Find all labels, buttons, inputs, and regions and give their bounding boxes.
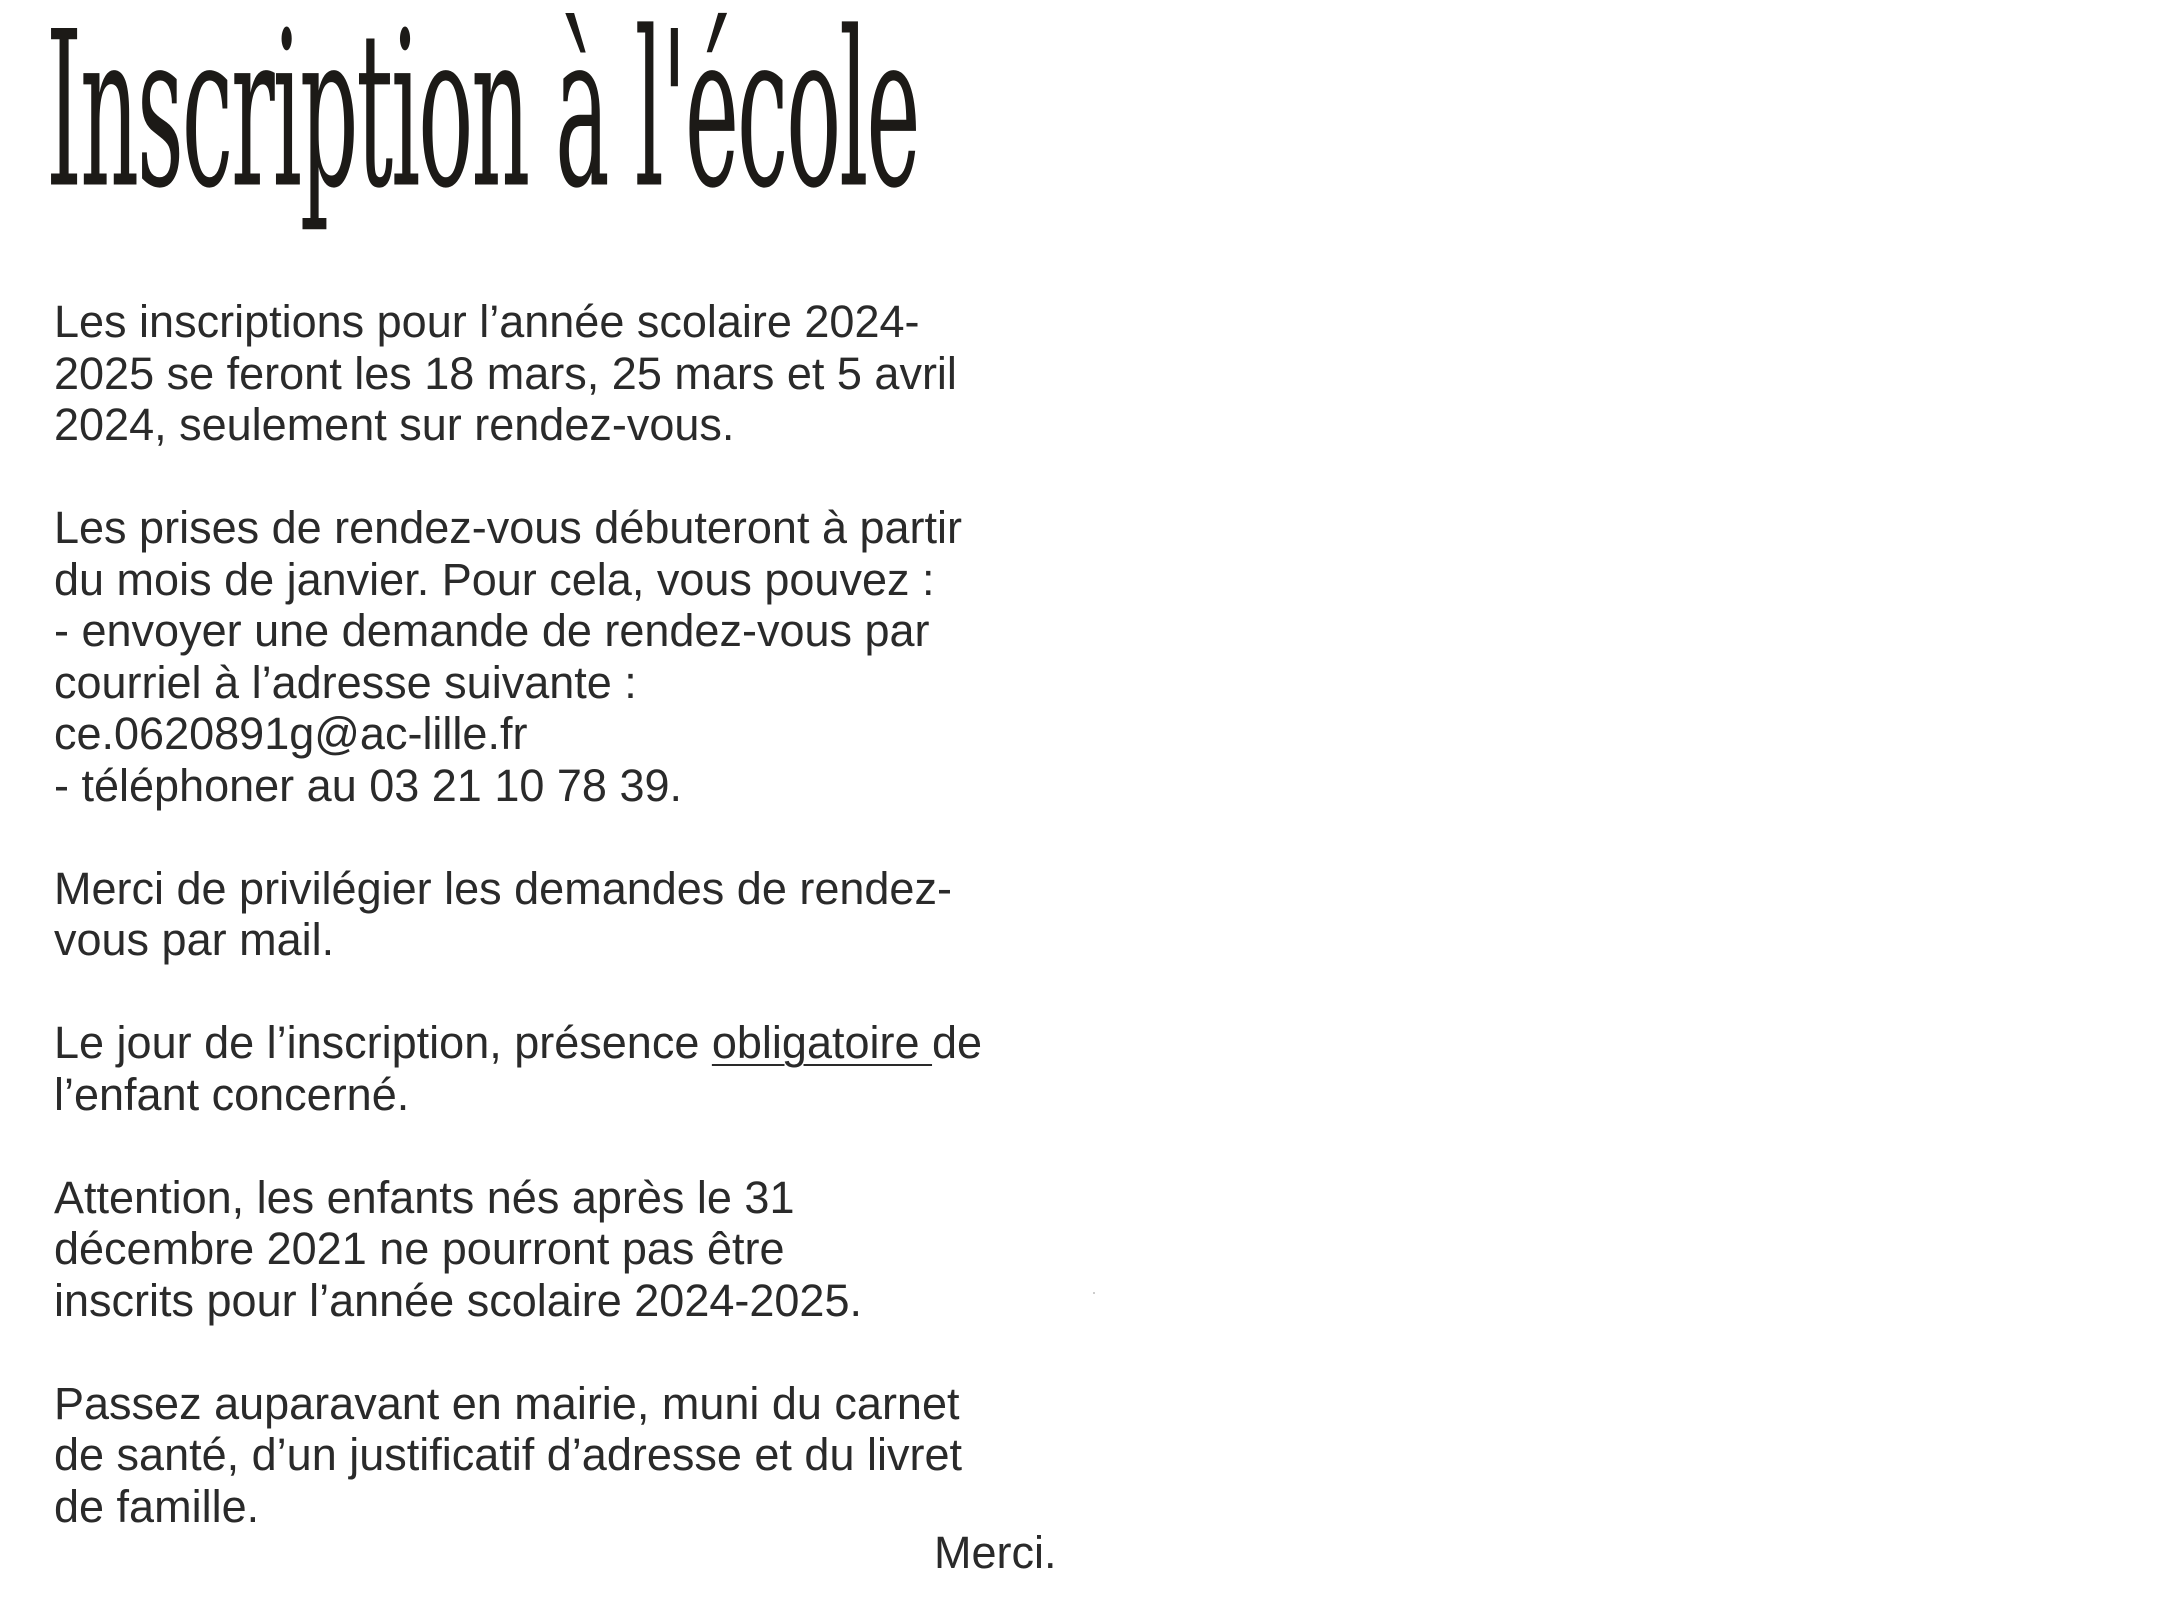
text-line xyxy=(54,1017,1074,1069)
text-line: 2024, seulement sur rendez-vous. xyxy=(54,399,735,450)
scan-speck xyxy=(1093,1292,1095,1294)
paragraph-dates xyxy=(54,296,1074,451)
text-line: vous par mail. xyxy=(54,914,335,965)
text-line: Les inscriptions pour l’année scolaire 2024- xyxy=(54,296,920,347)
text-line: Les prises de rendez-vous débuteront à partir xyxy=(54,502,963,553)
paragraph-prefer-mail xyxy=(54,863,1074,966)
text-line: Passez auparavant en mairie, muni du carnet xyxy=(54,1377,960,1429)
text-line: l’enfant concerné. xyxy=(54,1068,410,1120)
text-line: de santé, d’un justificatif d’adresse et du livret xyxy=(54,1429,962,1480)
text-line: décembre 2021 ne pourront pas être xyxy=(54,1223,785,1274)
text-line: - envoyer une demande de rendez-vous par xyxy=(54,605,930,656)
email-address: ce.0620891g@ac-lille.fr xyxy=(54,708,528,759)
text-segment: Le jour de l’inscription, présence xyxy=(54,1017,712,1068)
text-line: inscrits pour l’année scolaire 2024-2025. xyxy=(54,1274,862,1326)
phone-number-line: - téléphoner au 03 21 10 78 39. xyxy=(54,759,683,811)
text-line: courriel à l’adresse suivante : xyxy=(54,656,637,708)
paragraph-age-warning xyxy=(54,1172,1074,1327)
text-line: de famille. xyxy=(54,1480,260,1532)
paragraph-child-presence xyxy=(54,1017,1074,1120)
text-line: Attention, les enfants nés après le 31 xyxy=(54,1171,795,1223)
closing-thanks: Merci. xyxy=(934,1527,1057,1578)
document-body xyxy=(54,296,1074,1584)
underlined-word: obligatoire xyxy=(711,1017,933,1068)
text-line: du mois de janvier. Pour cela, vous pouvez : xyxy=(54,553,935,605)
text-line: Merci de privilégier les demandes de rendez- xyxy=(54,862,952,914)
paragraph-appointments xyxy=(54,502,1074,811)
document-title: Inscription à l'école xyxy=(46,0,919,236)
paragraph-mairie xyxy=(54,1378,1074,1533)
text-line: 2025 se feront les 18 mars, 25 mars et 5 avril xyxy=(54,347,957,399)
text-segment: de xyxy=(932,1017,983,1068)
